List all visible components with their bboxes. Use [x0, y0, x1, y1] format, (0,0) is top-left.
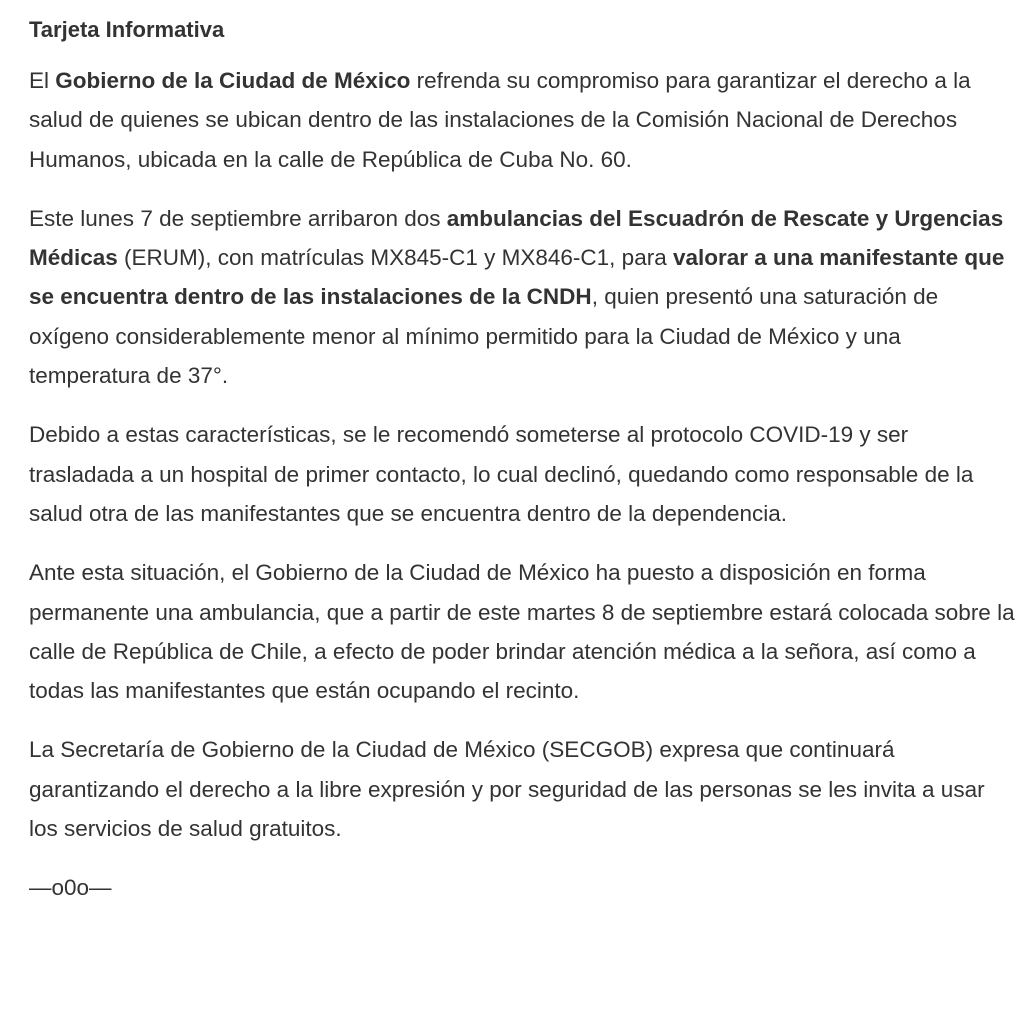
- paragraph-text: (ERUM), con matrículas MX845-C1 y MX846-C1, para: [117, 245, 673, 271]
- bold-text: Gobierno de la Ciudad de México: [55, 68, 411, 93]
- closing-mark: —o0o—: [29, 875, 112, 901]
- bold-text: valorar a una manifestante que se encuentra dentro de las instalaciones de la CNDH: [29, 245, 1005, 310]
- document-title: Tarjeta Informativa: [29, 17, 225, 42]
- body-paragraph: [29, 415, 1019, 533]
- bold-text: ambulancias del Escuadrón de Rescate y Urgencias Médicas: [29, 205, 1004, 271]
- paragraph-text: Este lunes 7 de septiembre arribaron dos: [29, 205, 447, 231]
- body-paragraph: [29, 61, 1019, 179]
- paragraph-text: , quien presentó una saturación de oxígeno considerablemente menor al mínimo permitido para la Ciudad de México y una temperatura de 37°.: [29, 284, 939, 389]
- body-paragraph: [29, 553, 1019, 710]
- paragraph-text: Ante esta situación, el Gobierno de la Ciudad de México ha puesto a disposición en forma permanente una ambulancia, que a partir de este martes 8 de septiembre estará colocada sobre la calle de República de Chile, a efecto de poder brindar atención médica a la señora, así como a todas las manifestantes que están ocupando el recinto.: [29, 560, 1015, 704]
- document-body: [29, 61, 1024, 848]
- paragraph-text: La Secretaría de Gobierno de la Ciudad de México (SECGOB) expresa que continuará garantizando el derecho a la libre expresión y por seguridad de las personas se les invita a usar los servicios de salud gratuitos.: [29, 737, 985, 842]
- body-paragraph: [29, 199, 1019, 395]
- paragraph-text: El: [29, 68, 56, 93]
- body-paragraph: [29, 730, 1019, 848]
- paragraph-text: Debido a estas características, se le recomendó someterse al protocolo COVID-19 y ser trasladada a un hospital de primer contacto, lo cual declinó, quedando como responsable de la salud otra de las manifestantes que se encuentra dentro de la dependencia.: [29, 422, 974, 526]
- paragraph-text: refrenda su compromiso para garantizar el derecho a la salud de quienes se ubican dentro de las instalaciones de la Comisión Nacional de Derechos Humanos, ubicada en la calle de República de Cuba No. 60.: [29, 68, 971, 172]
